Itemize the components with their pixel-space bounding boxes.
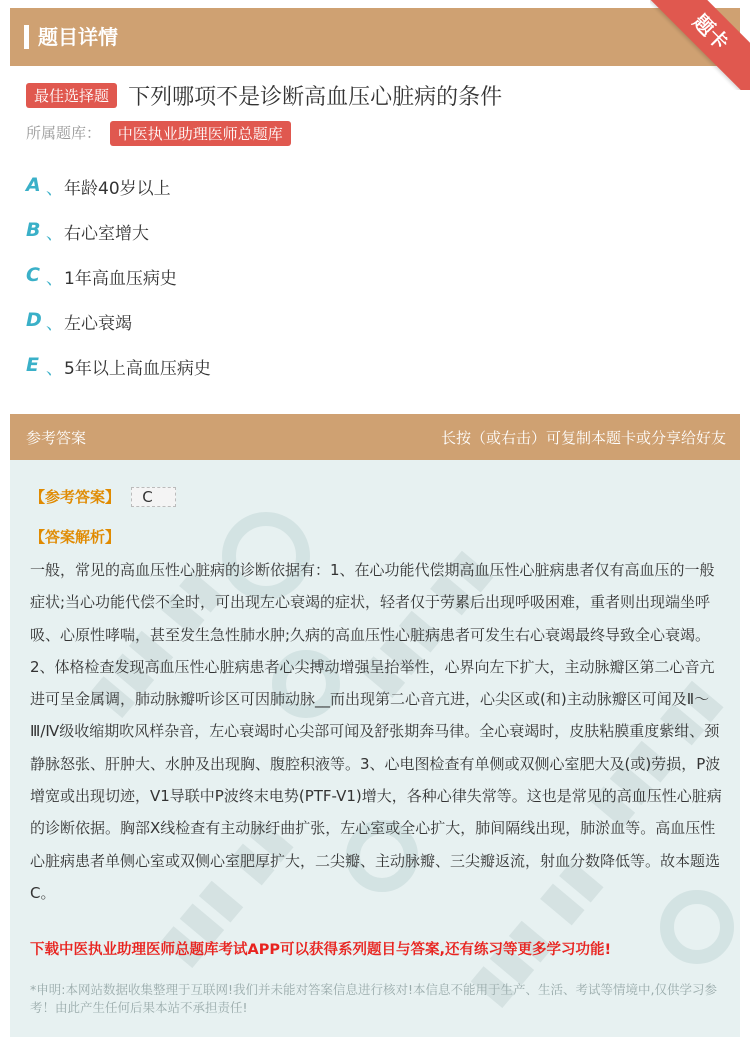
option-text: 右心室增大 — [64, 224, 149, 244]
option-c[interactable] — [26, 264, 211, 309]
question-row — [26, 80, 726, 111]
reference-answer-value: C — [131, 487, 175, 507]
answer-header — [10, 414, 740, 460]
watermark-shape: ▮▮▮ ▮▮ — [345, 537, 502, 706]
option-e[interactable] — [26, 354, 211, 399]
option-separator: 、 — [46, 224, 63, 244]
option-letter: C — [26, 264, 40, 286]
watermark-shape: ▮▮▮ ▮▮ — [145, 807, 302, 976]
app-promo-link[interactable]: 下载中医执业助理医师总题库考试APP可以获得系列题目与答案,还有练习等更多学习功能! — [30, 942, 612, 958]
question-bank-link[interactable]: 中医执业助理医师总题库 — [110, 121, 291, 146]
watermark-shape: ▮▮▮ ▮▮ — [75, 557, 232, 726]
option-separator: 、 — [46, 179, 63, 199]
corner-ribbon[interactable] — [650, 0, 750, 90]
option-separator: 、 — [46, 314, 63, 334]
option-text: 年龄40岁以上 — [64, 179, 171, 199]
explanation-label: 【答案解析】 — [30, 528, 121, 546]
option-letter: A — [26, 174, 41, 196]
page-title: 题目详情 — [38, 25, 118, 49]
page-header — [10, 8, 740, 66]
option-text: 左心衰竭 — [64, 314, 132, 334]
corner-ribbon-label: 题卡 — [650, 0, 750, 90]
header-accent-bar — [24, 25, 29, 49]
option-letter: E — [26, 354, 39, 376]
option-separator: 、 — [46, 359, 63, 379]
option-text: 5年以上高血压病史 — [64, 359, 211, 379]
share-hint: 长按（或右击）可复制本题卡或分享给好友 — [440, 429, 726, 447]
answer-card[interactable] — [10, 460, 740, 1037]
option-letter: D — [26, 309, 42, 331]
watermark-shape: ▮▮▮ ▮▮ — [575, 667, 732, 836]
options-list — [26, 174, 211, 399]
option-text: 1年高血压病史 — [64, 269, 177, 289]
watermark-shape: ▮▮▮ ▮▮ — [455, 847, 612, 1016]
option-a[interactable] — [26, 174, 211, 219]
question-type-badge: 最佳选择题 — [26, 83, 117, 108]
option-d[interactable] — [26, 309, 211, 354]
answer-section-label: 参考答案 — [26, 429, 87, 447]
explanation-text: 一般，常见的高血压性心脏病的诊断依据有：1、在心功能代偿期高血压性心脏病患者仅有高血压的一般症状;当心功能代偿不全时，可出现左心衰竭的症状，轻者仅于劳累后出现呼吸困难，重者则出现端坐呼吸、心原性哮喘，甚至发生急性肺水肿;久病的高血压性心脏病患者可发生右心衰竭最终导致全心衰竭。2、体格检查发现高血压性心脏病患者心尖搏动增强呈抬举性，心界向左下扩大，主动脉瓣区第二心音亢进可呈金属调，肺动脉瓣听诊区可因肺动脉__而出现第二心音亢进，心尖区或(和)主动脉瓣区可闻及Ⅱ～Ⅲ/Ⅳ级收缩期吹风样杂音，左心衰竭时心尖部可闻及舒张期奔马律。全心衰竭时，皮肤粘膜重度紫绀、颈静脉怒张、肝肿大、水肿及出现胸、腹腔积液等。3、心电图检查有单侧或双侧心室肥大及(或)劳损，P波增宽或出现切迹，V1导联中P波终末电势(PTF-V1)增大，各种心律失常等。这也是常见的高血压性心脏病的诊断依据。胸部X线检查有主动脉纡曲扩张，左心室或全心扩大，肺间隔线出现，肺淤血等。高血压性心脏病患者单侧心室或双侧心室肥厚扩大，二尖瓣、主动脉瓣、三尖瓣返流，射血分数降低等。故本题选C。 — [30, 561, 722, 902]
option-letter: B — [26, 219, 41, 241]
question-bank-label: 所属题库： — [26, 124, 102, 142]
reference-answer-row — [30, 486, 176, 507]
question-bank-row — [26, 121, 291, 146]
option-separator: 、 — [46, 269, 63, 289]
reference-answer-label: 【参考答案】 — [30, 488, 121, 506]
option-b[interactable] — [26, 219, 211, 264]
question-text: 下列哪项不是诊断高血压心脏病的条件 — [128, 85, 503, 110]
disclaimer-text: *申明:本网站数据收集整理于互联网!我们并未能对答案信息进行核对!本信息不能用于生产、生活、考试等情境中,仅供学习参考！由此产生任何后果本站不承担责任! — [30, 982, 717, 1015]
